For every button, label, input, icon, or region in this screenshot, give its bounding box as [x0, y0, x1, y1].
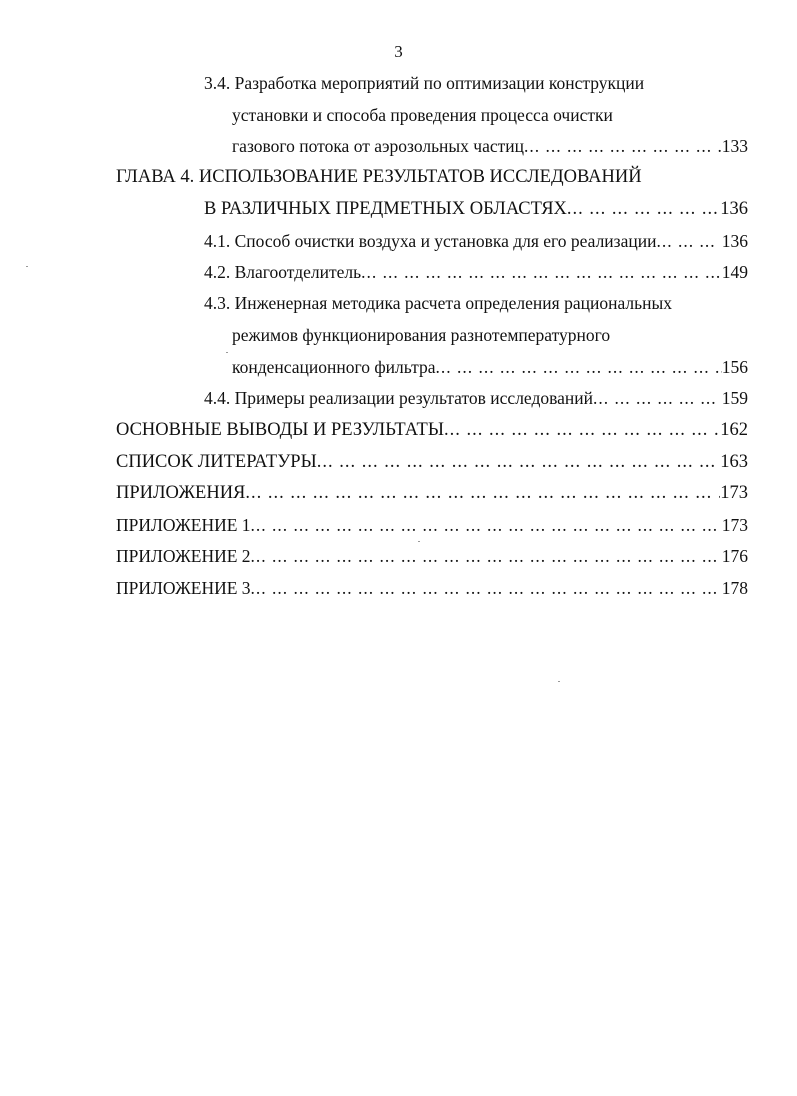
toc-page-number: 176 [721, 546, 748, 566]
dot-leader [251, 577, 722, 599]
toc-3-4-line1: 3.4. Разработка мероприятий по оптимизации конструкции [204, 73, 645, 93]
toc-page-number: 178 [721, 578, 748, 598]
toc-page-number: 163 [720, 452, 748, 472]
toc-3-4-line3: газового потока от аэрозольных частиц [232, 136, 525, 156]
toc-entry-appendices[interactable] [116, 482, 748, 504]
toc-appendix-2-title: ПРИЛОЖЕНИЕ 2 [116, 546, 251, 566]
toc-chapter-4-line2: В РАЗЛИЧНЫХ ПРЕДМЕТНЫХ ОБЛАСТЯХ [204, 199, 567, 219]
toc-page-number: 159 [721, 388, 748, 408]
toc-page-number: 149 [721, 262, 748, 282]
dot-leader [251, 514, 722, 536]
scan-speck [418, 541, 420, 542]
toc-entry-4-3[interactable] [232, 356, 748, 378]
dot-leader [251, 545, 722, 567]
toc-4-3-line1: 4.3. Инженерная методика расчета определения рациональных [204, 293, 672, 313]
toc-page-number: 173 [720, 483, 748, 503]
toc-entry-appendix-3[interactable] [116, 577, 748, 599]
toc-appendix-3-title: ПРИЛОЖЕНИЕ 3 [116, 578, 251, 598]
toc-4-3-line2: режимов функционирования разнотемпературного [232, 325, 611, 345]
scan-speck [226, 352, 228, 353]
toc-4-1-title: 4.1. Способ очистки воздуха и установка для его реализации [204, 231, 657, 251]
toc-page-number: 162 [720, 420, 748, 440]
toc-appendix-1-title: ПРИЛОЖЕНИЕ 1 [116, 515, 251, 535]
scan-speck [558, 681, 560, 682]
toc-entry-4-1[interactable] [204, 230, 748, 252]
dot-leader [567, 198, 720, 220]
toc-entry-references[interactable] [116, 451, 748, 473]
toc-appendices-title: ПРИЛОЖЕНИЯ [116, 483, 246, 503]
toc-entry-chapter-4[interactable] [204, 198, 748, 220]
dot-leader [593, 387, 722, 409]
toc-page-number: 173 [721, 515, 748, 535]
dot-leader [245, 482, 720, 504]
page-number: 3 [394, 42, 403, 61]
dot-leader [361, 261, 722, 283]
toc-page-number: 136 [721, 231, 748, 251]
toc-entry-4-2[interactable] [204, 261, 748, 283]
toc-4-4-title: 4.4. Примеры реализации результатов исследований [204, 388, 594, 408]
toc-page-number: 133 [721, 136, 748, 156]
dot-leader [444, 419, 720, 441]
dot-leader [317, 451, 721, 473]
toc-conclusions-title: ОСНОВНЫЕ ВЫВОДЫ И РЕЗУЛЬТАТЫ [116, 420, 444, 440]
toc-3-4-line2: установки и способа проведения процесса очистки [232, 105, 613, 125]
toc-chapter-4-line1: ГЛАВА 4. ИСПОЛЬЗОВАНИЕ РЕЗУЛЬТАТОВ ИССЛЕДОВАНИЙ [116, 167, 642, 187]
toc-entry-3-4[interactable] [232, 135, 748, 157]
toc-entry-4-4[interactable] [204, 387, 748, 409]
toc-page-number: 156 [721, 357, 748, 377]
toc-page-number: 136 [720, 199, 748, 219]
dot-leader [435, 356, 721, 378]
scan-speck [26, 266, 28, 267]
toc-4-3-line3: конденсационного фильтра [232, 357, 436, 377]
toc-4-2-title: 4.2. Влагоотделитель [204, 262, 362, 282]
toc-references-title: СПИСОК ЛИТЕРАТУРЫ [116, 452, 317, 472]
toc-entry-appendix-2[interactable] [116, 545, 748, 567]
dot-leader [524, 135, 722, 157]
toc-entry-appendix-1[interactable] [116, 514, 748, 536]
toc-entry-conclusions[interactable] [116, 419, 748, 441]
dot-leader [656, 230, 721, 252]
